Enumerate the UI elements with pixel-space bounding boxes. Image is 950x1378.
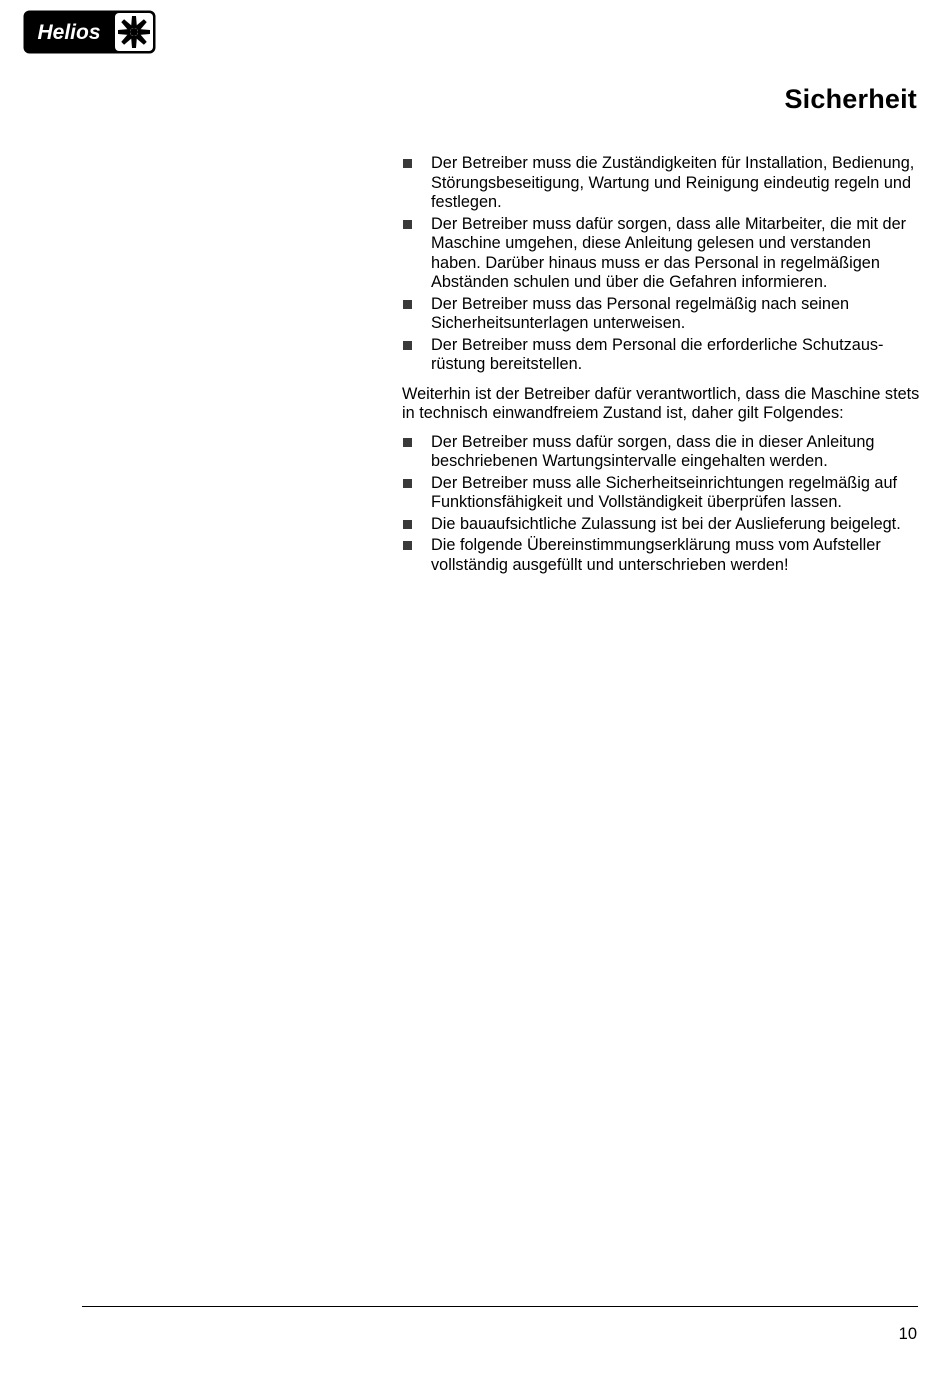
- page-number: 10: [898, 1325, 917, 1343]
- square-bullet-icon: [403, 300, 412, 309]
- square-bullet-icon: [403, 520, 412, 529]
- list-item-text: Die bauaufsichtliche Zulassung ist bei der Auslieferung beigelegt.: [431, 514, 901, 533]
- list-item-text: Der Betreiber muss alle Sicherheitseinrichtungen regelmäßig auf Funktionsfähigkeit und Vollständigkeit überprüfen lassen.: [431, 473, 898, 511]
- list-item-text: Die folgende Übereinstimmungserklärung muss vom Aufsteller vollständig ausgefüllt und unterschrieben werden!: [431, 536, 881, 574]
- safety-content: [402, 154, 922, 577]
- list-item: [402, 433, 922, 472]
- list-item: [402, 154, 922, 213]
- list-item-text: Der Betreiber muss das Personal regelmäßig nach seinen Sicherheitsunterlagen unterweisen.: [431, 294, 850, 332]
- operator-duties-list: [402, 154, 922, 375]
- square-bullet-icon: [403, 438, 412, 447]
- helios-logo: [23, 10, 156, 54]
- list-item: [402, 295, 922, 334]
- square-bullet-icon: [403, 159, 412, 168]
- list-item: [402, 515, 922, 535]
- list-item: [402, 336, 922, 375]
- page-title: Sicherheit: [784, 84, 917, 114]
- list-item-text: Der Betreiber muss dafür sorgen, dass die in dieser Anleitung beschriebenen Wartungsintervalle eingehalten werden.: [431, 432, 875, 470]
- list-item: [402, 536, 922, 575]
- list-item: [402, 215, 922, 293]
- machine-condition-list: [402, 433, 922, 576]
- list-item-text: Der Betreiber muss dafür sorgen, dass alle Mitarbeiter, die mit der Maschine umgehen, diese Anleitung gelesen und verstanden haben. Darüber hinaus muss er das Personal in regelmäßigen Abständen schulen und über die Gefahren informieren.: [431, 214, 907, 291]
- square-bullet-icon: [403, 541, 412, 550]
- square-bullet-icon: [403, 220, 412, 229]
- footer-divider: [82, 1306, 918, 1307]
- square-bullet-icon: [403, 479, 412, 488]
- logo-text: Helios: [37, 21, 101, 44]
- body-paragraph: Weiterhin ist der Betreiber dafür verantwortlich, dass die Maschine stets in technisch einwandfreiem Zustand ist, daher gilt Folgendes:: [402, 384, 920, 422]
- fan-icon: [118, 16, 150, 48]
- list-item: [402, 474, 922, 513]
- helios-logo-graphic: [23, 10, 156, 54]
- list-item-text: Der Betreiber muss dem Personal die erforderliche Schutzausrüstung bereitstellen.: [431, 335, 884, 373]
- list-item-text: Der Betreiber muss die Zuständigkeiten für Installation, Bedienung, Störungsbeseitigung, Wartung und Reinigung eindeutig regeln und festlegen.: [431, 154, 915, 211]
- square-bullet-icon: [403, 341, 412, 350]
